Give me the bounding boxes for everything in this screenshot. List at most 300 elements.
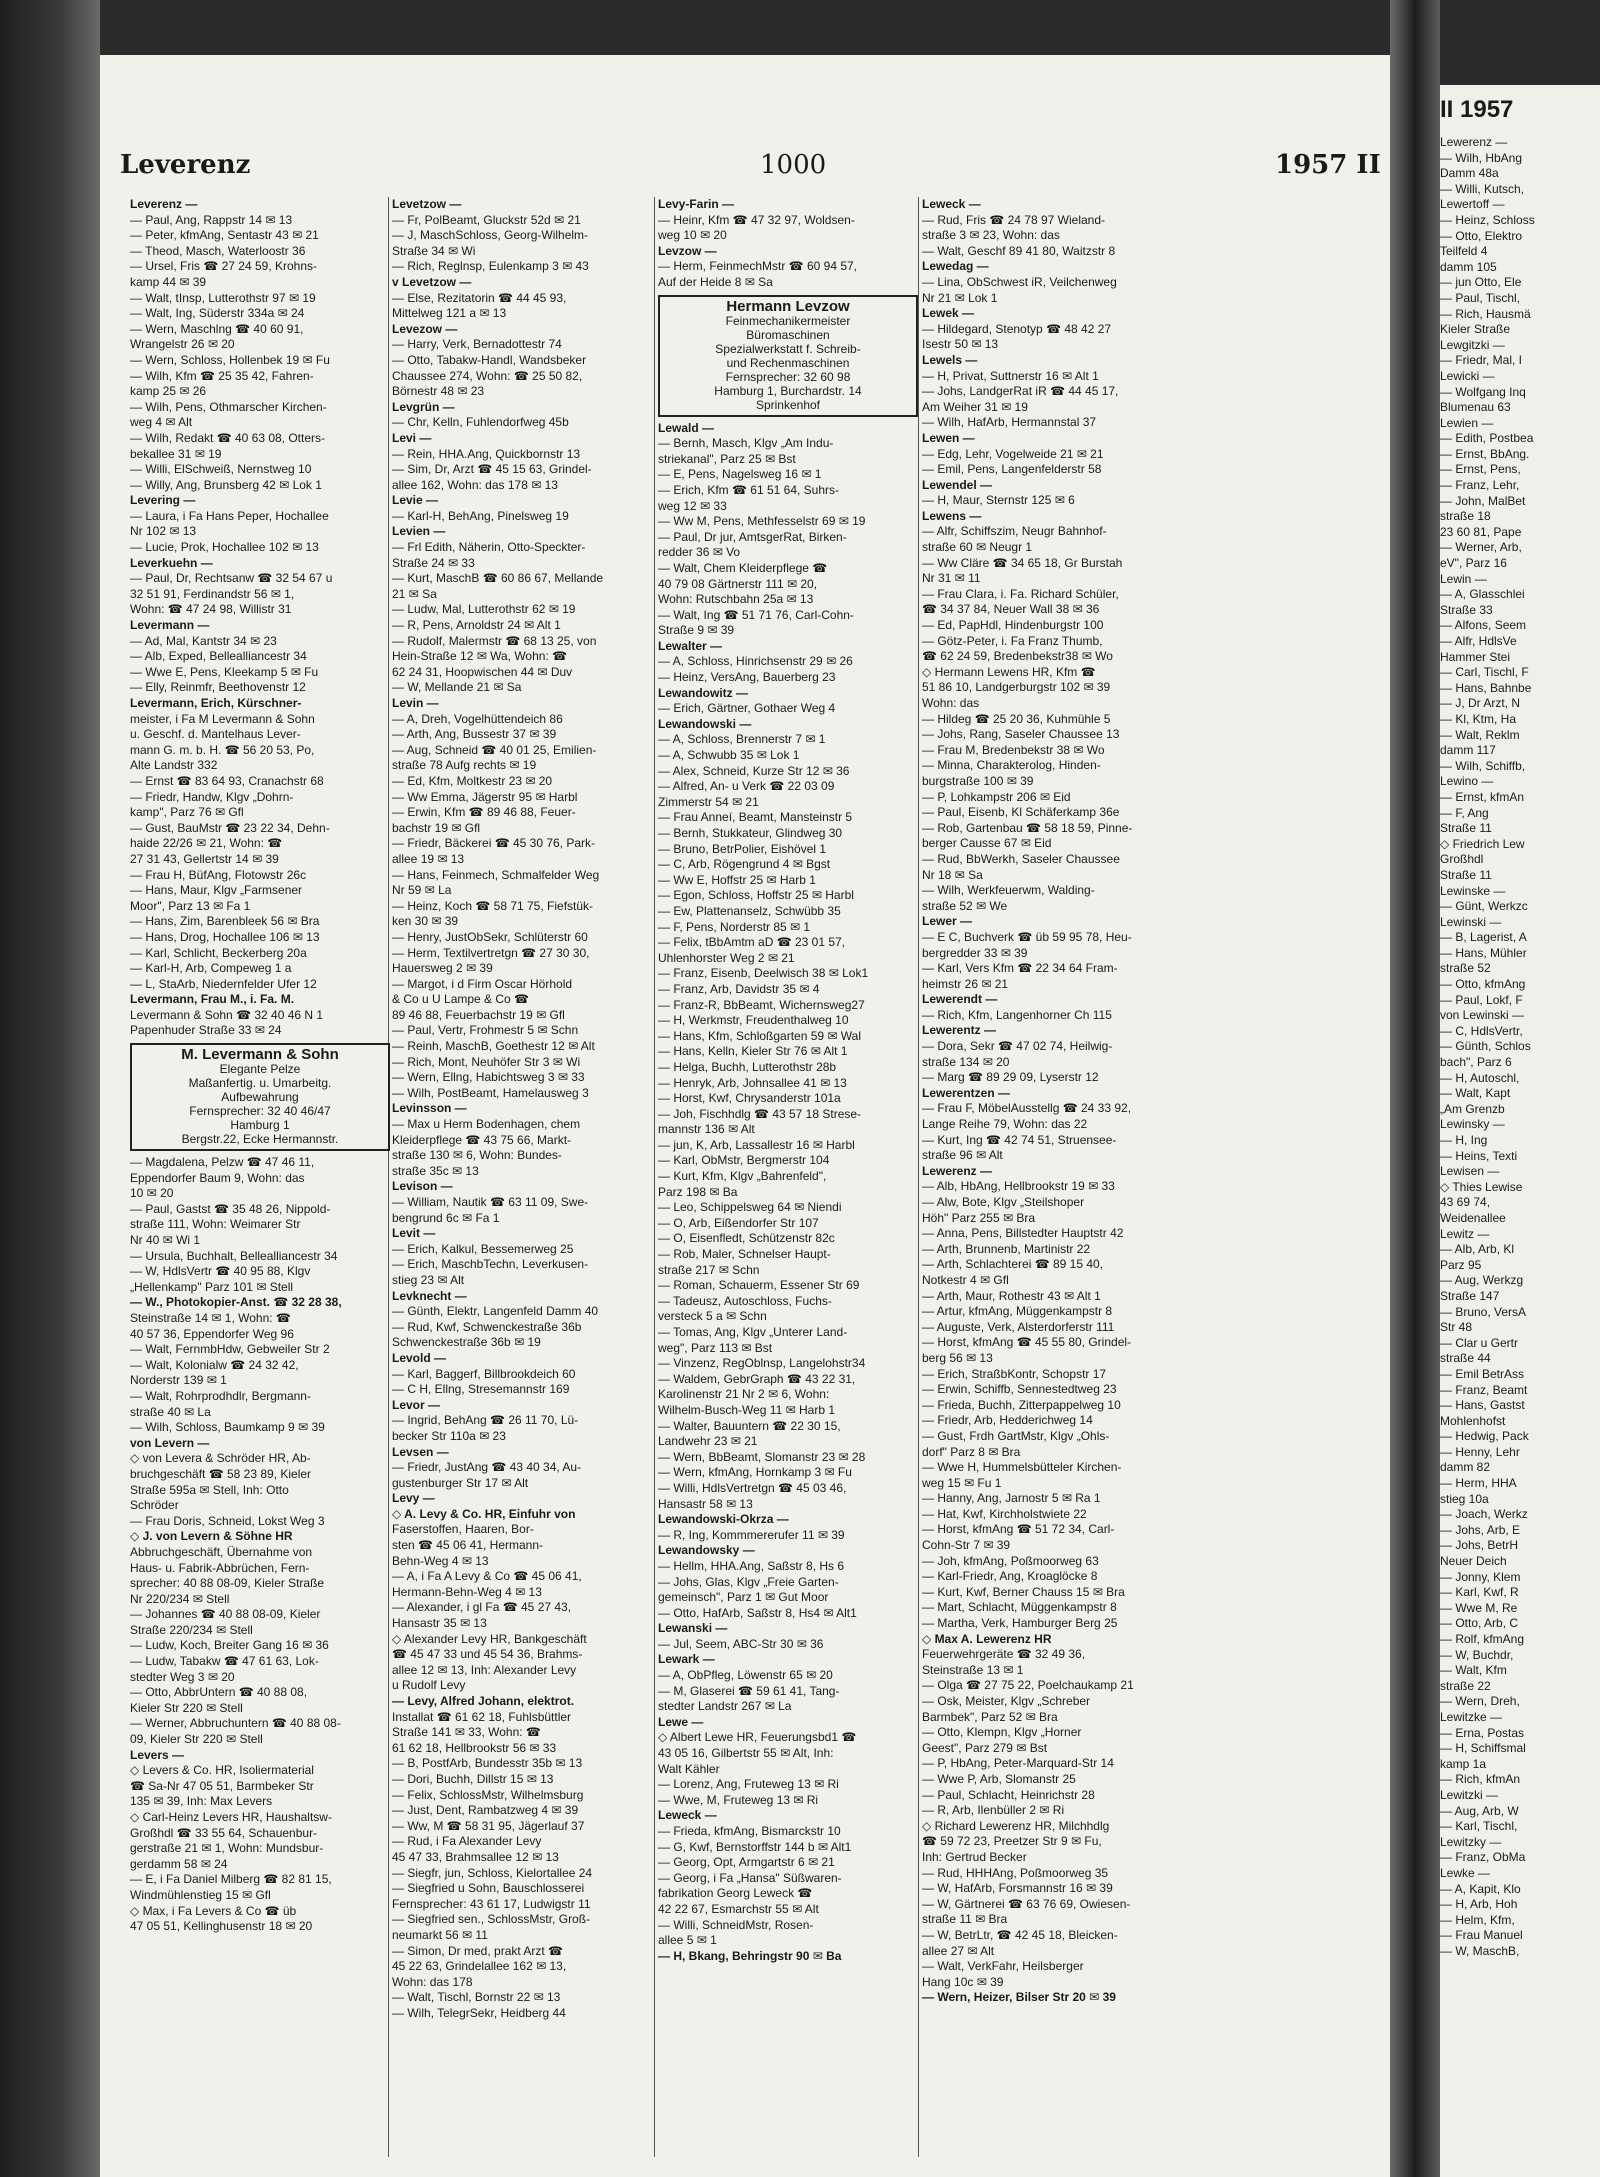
directory-entry: — jun, K, Arb, Lassallestr 16 ✉ Harbl xyxy=(658,1137,855,1152)
facing-entry: — Rich, Hausmä xyxy=(1440,306,1531,321)
directory-entry: Feuerwehrgeräte ☎ 32 49 36, xyxy=(922,1647,1086,1662)
ad-line: Hamburg 1, Burchardstr. 14 xyxy=(714,383,862,398)
directory-entry: — Hans, Feinmech, Schmalfelder Weg xyxy=(392,867,600,882)
facing-entry: — Alfons, Seem xyxy=(1440,618,1527,633)
directory-entry: allee 162, Wohn: das 178 ✉ 13 xyxy=(392,477,558,492)
directory-entry: — Ernst ☎ 83 64 93, Cranachstr 68 xyxy=(130,773,324,788)
directory-entry: Lewens — xyxy=(922,508,982,523)
directory-entry: — Alfred, An- u Verk ☎ 22 03 09 xyxy=(658,779,835,794)
directory-entry: Cohn-Str 7 ✉ 39 xyxy=(922,1538,1011,1553)
directory-entry: — Alexander, i gl Fa ☎ 45 27 43, xyxy=(392,1600,572,1615)
directory-entry: — Lina, ObSchwest iR, Veilchenweg xyxy=(922,274,1117,289)
directory-entry: — Walt, FernmbHdw, Gebweiler Str 2 xyxy=(130,1342,330,1357)
directory-entry: — Georg, Opt, Armgartstr 6 ✉ 21 xyxy=(658,1855,835,1870)
directory-entry: — Otto, AbbrUntern ☎ 40 88 08, xyxy=(130,1685,308,1700)
directory-entry: — Erich, MaschbTechn, Leverkusen- xyxy=(392,1257,589,1272)
directory-entry: — Sim, Dr, Arzt ☎ 45 15 63, Grindel- xyxy=(392,462,592,477)
directory-entry: — Friedr, Bäckerei ☎ 45 30 76, Park- xyxy=(392,836,596,851)
directory-entry: Uhlenhorster Weg 2 ✉ 21 xyxy=(658,950,795,965)
advertisement-box xyxy=(658,295,918,417)
directory-entry: — Walt, Tischl, Bornstr 22 ✉ 13 xyxy=(392,1990,561,2005)
directory-entry: ◇ A. Levy & Co. HR, Einfuhr von xyxy=(392,1506,576,1521)
directory-entry: & Co u U Lampe & Co ☎ xyxy=(392,992,530,1007)
directory-entry: — Ww E, Hoffstr 25 ✉ Harb 1 xyxy=(658,872,816,887)
facing-entry: — Otto, Elektro xyxy=(1440,228,1523,243)
directory-entry: straße 40 ✉ La xyxy=(130,1404,211,1419)
directory-entry: sprecher: 40 88 08-09, Kieler Straße xyxy=(130,1576,325,1591)
directory-entry: — Bruno, BetrPolier, Eishövel 1 xyxy=(658,841,827,856)
facing-entry: Lewisen — xyxy=(1440,1164,1500,1179)
directory-entry: — Friedr, JustAng ☎ 43 40 34, Au- xyxy=(392,1460,582,1475)
directory-entry: — Arth, Ang, Bussestr 37 ✉ 39 xyxy=(392,727,557,742)
directory-entry: — Heinz, Koch ☎ 58 71 75, Fiefstük- xyxy=(392,898,594,913)
directory-entry: burgstraße 100 ✉ 39 xyxy=(922,773,1034,788)
directory-entry: — Otto, HafArb, Saßstr 8, Hs4 ✉ Alt1 xyxy=(658,1605,857,1620)
directory-entry: — Tadeusz, Autoschloss, Fuchs- xyxy=(658,1293,832,1308)
directory-entry: Großhdl ☎ 33 55 64, Schauenbur- xyxy=(130,1825,318,1840)
directory-entry: Hauersweg 2 ✉ 39 xyxy=(392,961,493,976)
facing-entry: — H, Schiffsmal xyxy=(1440,1741,1526,1756)
directory-entry: — Erich, Kfm ☎ 61 51 64, Suhrs- xyxy=(658,482,840,497)
directory-entry: — Hans, Drog, Hochallee 106 ✉ 13 xyxy=(130,929,320,944)
facing-entry: — H, Ing xyxy=(1440,1133,1488,1147)
directory-entry: — Walt, tInsp, Lutterothstr 97 ✉ 19 xyxy=(130,290,316,305)
directory-entry: — Willi, SchneidMstr, Rosen- xyxy=(658,1917,814,1932)
directory-entry: — Rud, Fris ☎ 24 78 97 Wieland- xyxy=(922,212,1106,227)
facing-entry: Lewicki — xyxy=(1440,368,1495,383)
directory-entry: — Paul, Dr jur, AmtsgerRat, Birken- xyxy=(658,529,847,544)
facing-entry: Lewke — xyxy=(1440,1865,1491,1880)
directory-entry: weg 15 ✉ Fu 1 xyxy=(922,1475,1002,1490)
directory-entry: Lange Reihe 79, Wohn: das 22 xyxy=(922,1117,1088,1132)
directory-entry: — Karl, ObMstr, Bergmerstr 104 xyxy=(658,1153,830,1168)
directory-entry: — Wilh, TelegrSekr, Heidberg 44 xyxy=(392,2005,566,2020)
directory-entry: Lewendel — xyxy=(922,477,993,492)
directory-entry: — Wern, Heizer, Bilser Str 20 ✉ 39 xyxy=(922,1990,1116,2005)
directory-entry: Levor — xyxy=(392,1397,441,1412)
directory-entry: — Hanny, Ang, Jarnostr 5 ✉ Ra 1 xyxy=(922,1491,1101,1506)
facing-page-header: II 1957 xyxy=(1440,96,1514,123)
directory-entry: Lewald — xyxy=(658,420,715,435)
directory-entry: Moor", Parz 13 ✉ Fa 1 xyxy=(130,898,251,913)
ad-line: Büromaschinen xyxy=(746,327,830,342)
directory-entry: 42 22 67, Esmarchstr 55 ✉ Alt xyxy=(658,1901,819,1916)
facing-entry: — Erna, Postas xyxy=(1440,1725,1525,1740)
directory-entry: — Marg ☎ 89 29 09, Lyserstr 12 xyxy=(922,1070,1099,1085)
directory-entry: Eppendorfer Baum 9, Wohn: das xyxy=(130,1170,305,1185)
directory-entry: — Aug, Schneid ☎ 40 01 25, Emilien- xyxy=(392,742,597,757)
directory-entry: — Erwin, Schiffb, Sennestedtweg 23 xyxy=(922,1382,1117,1397)
directory-entry: straße 35c ✉ 13 xyxy=(392,1163,479,1178)
facing-entry: — Johs, Arb, E xyxy=(1440,1522,1521,1537)
directory-entry: — Anna, Pens, Billstedter Hauptstr 42 xyxy=(922,1226,1124,1241)
directory-entry: — Wern, Ellng, Habichtsweg 3 ✉ 33 xyxy=(392,1070,585,1085)
directory-entry: u Rudolf Levy xyxy=(392,1678,466,1693)
directory-entry: — Wwe E, Pens, Kleekamp 5 ✉ Fu xyxy=(130,664,319,679)
facing-entry: — Walt, Reklm xyxy=(1440,727,1520,742)
facing-entry: — Günth, Schlos xyxy=(1440,1039,1531,1054)
directory-entry: Hansastr 58 ✉ 13 xyxy=(658,1496,753,1511)
directory-entry: gerdamm 58 ✉ 24 xyxy=(130,1856,228,1871)
directory-entry: — M, Glaserei ☎ 59 61 41, Tang- xyxy=(658,1683,840,1698)
facing-entry: Str 48 xyxy=(1440,1320,1473,1335)
directory-entry: — O, Arb, Eißendorfer Str 107 xyxy=(658,1215,819,1230)
directory-entry: v Levetzow — xyxy=(392,274,472,289)
directory-entry: — Rud, i Fa Alexander Levy xyxy=(392,1834,542,1849)
directory-entry: ☎ 45 47 33 und 45 54 36, Brahms- xyxy=(392,1647,583,1662)
directory-entry: — Franz, Eisenb, Deelwisch 38 ✉ Lok1 xyxy=(658,966,869,981)
facing-entry: — Franz, Beamt xyxy=(1440,1382,1528,1397)
directory-entry: Levie — xyxy=(392,493,439,508)
directory-entry: allee 5 ✉ 1 xyxy=(658,1933,717,1948)
facing-entry: — Hans, Bahnbe xyxy=(1440,680,1532,695)
facing-entry: — Wolfgang Inq xyxy=(1440,384,1526,399)
directory-entry: — Johs, Glas, Klgv „Freie Garten- xyxy=(658,1574,839,1589)
facing-entry: — Bruno, VersA xyxy=(1440,1304,1527,1319)
directory-entry: — Georg, i Fa „Hansa" Süßwaren- xyxy=(658,1870,842,1885)
directory-entry: bachstr 19 ✉ Gfl xyxy=(392,820,481,835)
directory-entry: Fernsprecher: 43 61 17, Ludwigstr 11 xyxy=(392,1896,591,1911)
directory-entry: bergredder 33 ✉ 39 xyxy=(922,945,1028,960)
facing-entry: Mohlenhofst xyxy=(1440,1413,1506,1428)
directory-entry: Levy — xyxy=(392,1491,435,1506)
directory-entry: kamp", Parz 76 ✉ Gfl xyxy=(130,805,244,820)
directory-entry: Lewerenz — xyxy=(922,1163,993,1178)
facing-entry: Teilfeld 4 xyxy=(1440,244,1488,259)
directory-entry: Barmbek", Parz 52 ✉ Bra xyxy=(922,1709,1058,1724)
directory-entry: 09, Kieler Str 220 ✉ Stell xyxy=(130,1732,263,1747)
directory-entry: Notkestr 4 ✉ Gfl xyxy=(922,1272,1009,1287)
directory-entry: — Rich, Kfm, Langenhorner Ch 115 xyxy=(922,1007,1112,1022)
directory-entry: stedter Landstr 267 ✉ La xyxy=(658,1699,792,1714)
directory-entry: — Wern, BbBeamt, Slomanstr 23 ✉ 28 xyxy=(658,1449,866,1464)
directory-entry: — Johs, Rang, Saseler Chaussee 13 xyxy=(922,727,1120,742)
directory-entry: — Ludw, Mal, Lutterothstr 62 ✉ 19 xyxy=(392,602,576,617)
facing-entry: Lewitzke — xyxy=(1440,1709,1503,1724)
directory-entry: — Hans, Kelln, Kieler Str 76 ✉ Alt 1 xyxy=(658,1044,848,1059)
directory-entry: — Elly, Reinmfr, Beethovenstr 12 xyxy=(130,680,306,695)
directory-entry: straße 96 ✉ Alt xyxy=(922,1148,1003,1163)
column-rule xyxy=(654,197,655,2157)
directory-entry: — Karl-H, Arb, Compeweg 1 a xyxy=(130,961,292,976)
directory-entry: — F, Pens, Norderstr 85 ✉ 1 xyxy=(658,919,811,934)
directory-entry: berger Causse 67 ✉ Eid xyxy=(922,836,1052,851)
directory-entry: — Magdalena, Pelzw ☎ 47 46 11, xyxy=(130,1155,315,1170)
directory-entry: — Walt, Kolonialw ☎ 24 32 42, xyxy=(130,1357,299,1372)
directory-entry: — W, Mellande 21 ✉ Sa xyxy=(392,680,522,695)
facing-entry: — Wilh, HbAng xyxy=(1440,150,1523,165)
facing-entry: — Aug, Werkzg xyxy=(1440,1273,1524,1288)
directory-entry: — W, HdlsVertr ☎ 40 95 88, Klgv xyxy=(130,1264,311,1279)
directory-entry: — E, Pens, Nagelsweg 16 ✉ 1 xyxy=(658,467,822,482)
directory-entry: Leverenz — xyxy=(130,197,198,211)
directory-entry: Straße 24 ✉ 33 xyxy=(392,555,475,570)
directory-entry: — Rich, Mont, Neuhöfer Str 3 ✉ Wi xyxy=(392,1054,581,1069)
directory-entry: Kieler Str 220 ✉ Stell xyxy=(130,1700,243,1715)
facing-entry: — Henny, Lehr xyxy=(1440,1444,1520,1459)
directory-entry: — Rob, Gartenbau ☎ 58 18 59, Pinne- xyxy=(922,820,1133,835)
directory-entry: Hang 10c ✉ 39 xyxy=(922,1974,1004,1989)
directory-entry: gustenburger Str 17 ✉ Alt xyxy=(392,1475,529,1490)
directory-entry: Inh: Gertrud Becker xyxy=(922,1849,1027,1864)
directory-entry: — Johannes ☎ 40 88 08-09, Kieler xyxy=(130,1607,321,1622)
directory-entry: — Ad, Mal, Kantstr 34 ✉ 23 xyxy=(130,633,277,648)
facing-entry: — Wwe M, Re xyxy=(1440,1600,1518,1615)
directory-entry: — Willi, HdlsVertretgn ☎ 45 03 46, xyxy=(658,1480,847,1495)
directory-entry: Straße 141 ✉ 33, Wohn: ☎ xyxy=(392,1725,541,1740)
directory-entry: — Laura, i Fa Hans Peper, Hochallee xyxy=(130,508,329,523)
directory-entry: ☎ Sa-Nr 47 05 51, Barmbeker Str xyxy=(130,1778,314,1793)
directory-entry: — Wwe, M, Fruteweg 13 ✉ Ri xyxy=(658,1792,819,1807)
directory-entry: Wrangelstr 26 ✉ 20 xyxy=(130,337,235,352)
directory-entry: — Erich, StraßbKontr, Schopstr 17 xyxy=(922,1366,1107,1381)
ad-line: Hermann Levzow xyxy=(726,297,850,315)
facing-entry: — W, Buchdr, xyxy=(1440,1647,1514,1662)
facing-entry: — F, Ang xyxy=(1440,805,1489,820)
directory-entry: — Mart, Schlacht, Müggenkampstr 8 xyxy=(922,1600,1117,1615)
directory-entry: — B, PostfArb, Bundesstr 35b ✉ 13 xyxy=(392,1756,583,1771)
directory-entry: heimstr 26 ✉ 21 xyxy=(922,976,1009,991)
directory-entry: Haus- u. Fabrik-Abbrüchen, Fern- xyxy=(130,1560,310,1575)
directory-entry: ◇ Levers & Co. HR, Isoliermaterial xyxy=(130,1763,314,1778)
directory-entry: Papenhuder Straße 33 ✉ 24 xyxy=(130,1023,282,1038)
directory-entry: Levermann, Erich, Kürschner- xyxy=(130,696,302,710)
directory-entry: — Frau M, Bredenbekstr 38 ✉ Wo xyxy=(922,742,1105,757)
directory-entry: — Frl Edith, Näherin, Otto-Speckter- xyxy=(392,540,586,555)
directory-entry: — Just, Dent, Rambatzweg 4 ✉ 39 xyxy=(392,1803,579,1818)
directory-entry: — Arth, Schlachterei ☎ 89 15 40, xyxy=(922,1257,1104,1272)
directory-entry: — A, Schloss, Brennerstr 7 ✉ 1 xyxy=(658,732,826,747)
directory-entry: — Walt, Rohrprodhdlr, Bergmann- xyxy=(130,1388,311,1403)
directory-entry: Lewek — xyxy=(922,306,975,321)
directory-entry: — Helga, Buchh, Lutterothstr 28b xyxy=(658,1059,837,1074)
directory-entry: — Wilh, Werkfeuerwm, Walding- xyxy=(922,883,1095,898)
directory-entry: Levison — xyxy=(392,1179,453,1194)
directory-entry: Levy-Farin — xyxy=(658,197,735,211)
ad-line: Feinmechanikermeister xyxy=(725,313,851,328)
facing-entry: — Werner, Arb, xyxy=(1440,540,1522,555)
directory-entry: Levzow — xyxy=(658,243,717,258)
directory-entry: Levit — xyxy=(392,1226,436,1241)
facing-entry: straße 18 xyxy=(1440,509,1491,524)
directory-entry: straße 130 ✉ 6, Wohn: Bundes- xyxy=(392,1148,562,1163)
directory-entry: — A, Dreh, Vogelhüttendeich 86 xyxy=(392,711,563,726)
directory-entry: — Wilh, Schloss, Baumkamp 9 ✉ 39 xyxy=(130,1420,325,1435)
directory-entry: — Harry, Verk, Bernadottestr 74 xyxy=(392,337,562,352)
directory-entry: Levknecht — xyxy=(392,1288,467,1303)
directory-entry: — Ursula, Buchhalt, Belleallianсestr 34 xyxy=(130,1248,338,1263)
directory-entry: Am Weiher 31 ✉ 19 xyxy=(922,399,1028,414)
directory-entry: — E C, Buchverk ☎ üb 59 95 78, Heu- xyxy=(922,929,1132,944)
directory-entry: mannstr 136 ✉ Alt xyxy=(658,1122,755,1137)
ad-line: Maßanfertig. u. Umarbeitg. xyxy=(188,1076,332,1091)
directory-entry: — Heinr, Kfm ☎ 47 32 97, Woldsen- xyxy=(658,212,855,227)
column-3 xyxy=(658,197,918,2157)
directory-entry: — Friedr, Handw, Klgv „Dohrn- xyxy=(130,789,294,804)
directory-entry: Lewer — xyxy=(922,914,973,929)
directory-entry: — Lucie, Prok, Hochallee 102 ✉ 13 xyxy=(130,540,319,555)
facing-entry: von Lewinski — xyxy=(1440,1008,1525,1023)
directory-entry: — C, Arb, Rögengrund 4 ✉ Bgst xyxy=(658,857,831,872)
directory-entry: — Theod, Masch, Waterloostr 36 xyxy=(130,243,306,258)
directory-entry: Lewels — xyxy=(922,352,978,367)
directory-entry: — Wilh, HafArb, Hermannstal 37 xyxy=(922,415,1097,430)
directory-entry: straße 111, Wohn: Weimarer Str xyxy=(130,1217,301,1232)
directory-entry: Landwehr 23 ✉ 21 xyxy=(658,1434,758,1449)
ad-line: Fernsprecher: 32 60 98 xyxy=(725,369,851,384)
directory-entry: Wohn: das xyxy=(922,696,980,710)
facing-entry: Lewertoff — xyxy=(1440,197,1505,212)
directory-entry: — Frieda, Buchh, Zitterpappelweg 10 xyxy=(922,1397,1121,1412)
directory-entry: Isestr 50 ✉ 13 xyxy=(922,337,999,352)
directory-entry: Lewark — xyxy=(658,1652,715,1667)
directory-entry: weg 12 ✉ 33 xyxy=(658,498,727,513)
directory-entry: — L, StaArb, Niedernfelder Ufer 12 xyxy=(130,976,317,991)
facing-entry: — jun Otto, Ele xyxy=(1440,275,1522,290)
directory-entry: Lewe — xyxy=(658,1714,704,1729)
facing-entry: — Frau Manuel xyxy=(1440,1928,1523,1943)
directory-entry: Mittelweg 121 a ✉ 13 xyxy=(392,306,507,321)
directory-entry: — A, Schloss, Hinrichsenstr 29 ✉ 26 xyxy=(658,654,853,669)
directory-entry: — Kurt, MaschB ☎ 60 86 67, Mellande xyxy=(392,571,604,586)
directory-entry: bruchgeschäft ☎ 58 23 89, Kieler xyxy=(130,1466,312,1481)
facing-entry: — Günt, Werkzc xyxy=(1440,899,1528,914)
directory-entry: — O, Eisenfledt, Schützenstr 82c xyxy=(658,1231,835,1246)
directory-entry: Windmühlenstieg 15 ✉ Gfl xyxy=(130,1887,271,1902)
facing-entry: kamp 1a xyxy=(1440,1756,1487,1771)
directory-entry: — Kurt, Kfm, Klgv „Bahrenfeld", xyxy=(658,1169,827,1184)
directory-entry: Levermann & Sohn ☎ 32 40 46 N 1 xyxy=(130,1007,324,1022)
directory-entry: — Rud, BbWerkh, Saseler Chaussee xyxy=(922,851,1120,866)
directory-entry: straße 78 Aufg rechts ✉ 19 xyxy=(392,758,537,773)
directory-entry: — Horst, kfmAng ☎ 51 72 34, Carl- xyxy=(922,1522,1115,1537)
directory-entry: — Bernh, Stukkateur, Glindweg 30 xyxy=(658,826,843,840)
directory-entry: — R, Arb, Ilenbüller 2 ✉ Ri xyxy=(922,1803,1065,1818)
facing-entry: straße 44 xyxy=(1440,1351,1491,1366)
directory-entry: — Ww Emma, Jägerstr 95 ✉ Harbl xyxy=(392,789,578,804)
facing-entry: — Rolf, kfmAng xyxy=(1440,1632,1525,1646)
facing-entry: — Wern, Dreh, xyxy=(1440,1694,1520,1709)
ad-line: und Rechenmaschinen xyxy=(726,355,850,370)
directory-entry: Walt Kähler xyxy=(658,1761,720,1776)
directory-entry: Alte Landstr 332 xyxy=(130,758,218,773)
directory-entry: Nr 102 ✉ 13 xyxy=(130,524,197,539)
directory-entry: 40 57 36, Eppendorfer Weg 96 xyxy=(130,1326,294,1341)
facing-entry: Hammer Stei xyxy=(1440,649,1511,664)
facing-entry: — A, Glasschlei xyxy=(1440,587,1525,602)
directory-entry: Wohn: das 178 xyxy=(392,1974,473,1989)
directory-entry: — Willy, Ang, Brunsberg 42 ✉ Lok 1 xyxy=(130,477,322,492)
directory-entry: — H, Werkmstr, Freudenthalweg 10 xyxy=(658,1013,849,1028)
directory-entry: — Frau Anneí, Beamt, Mansteinstr 5 xyxy=(658,810,853,825)
directory-entry: 43 05 16, Gilbertstr 55 ✉ Alt, Inh: xyxy=(658,1746,834,1761)
facing-entry: — A, Kapit, Klo xyxy=(1440,1881,1521,1896)
directory-entry: — Frau F, MöbelAusstellg ☎ 24 33 92, xyxy=(922,1101,1132,1116)
directory-entry: Leweck — xyxy=(658,1808,717,1823)
directory-entry: gerstraße 21 ✉ 1, Wohn: Mundsbur- xyxy=(130,1841,324,1856)
facing-entry: Straße 11 xyxy=(1440,821,1492,836)
directory-entry: — Olga ☎ 27 75 22, Poelchaukamp 21 xyxy=(922,1678,1134,1693)
directory-entry: — Hat, Kwf, Kirchholstwiete 22 xyxy=(922,1506,1087,1521)
directory-entry: — Emil, Pens, Langenfelderstr 58 xyxy=(922,462,1102,477)
directory-entry: Parz 198 ✉ Ba xyxy=(658,1184,738,1199)
directory-entry: „Hellenkamp" Parz 101 ✉ Stell xyxy=(130,1279,294,1294)
directory-entry: — Karl-Friedr, Ang, Kroaglöcke 8 xyxy=(922,1569,1098,1584)
directory-entry: dorf" Parz 8 ✉ Bra xyxy=(922,1444,1021,1459)
directory-entry: — J, MaschSchloss, Georg-Wilhelm- xyxy=(392,228,589,243)
directory-entry: — Günth, Elektr, Langenfeld Damm 40 xyxy=(392,1304,599,1319)
facing-entry: bach", Parz 6 xyxy=(1440,1055,1512,1070)
directory-entry: straße 217 ✉ Schn xyxy=(658,1262,760,1277)
directory-entry: Chaussee 274, Wohn: ☎ 25 50 82, xyxy=(392,368,583,383)
directory-entry: 21 ✉ Sa xyxy=(392,586,437,601)
facing-entry: eV", Parz 16 xyxy=(1440,556,1507,571)
directory-entry: — Karl, Schlicht, Beckerberg 20a xyxy=(130,945,307,960)
directory-entry: Straße 34 ✉ Wi xyxy=(392,243,476,258)
directory-entry: Zimmerstr 54 ✉ 21 xyxy=(658,794,759,809)
directory-entry: haide 22/26 ✉ 21, Wohn: ☎ xyxy=(130,836,283,851)
directory-entry: 40 79 08 Gärtnerstr 111 ✉ 20, xyxy=(658,576,818,591)
directory-entry: — Martha, Verk, Hamburger Berg 25 xyxy=(922,1616,1118,1631)
directory-entry: — Heinz, VersAng, Bauerberg 23 xyxy=(658,670,836,685)
facing-entry: — Johs, BetrH xyxy=(1440,1538,1519,1553)
directory-entry: — Wern, Schloss, Hollenbek 19 ✉ Fu xyxy=(130,352,330,367)
facing-entry: — W, MaschB, xyxy=(1440,1943,1520,1958)
facing-entry: 23 60 81, Pape xyxy=(1440,524,1522,539)
directory-entry: — Dori, Buchh, Dillstr 15 ✉ 13 xyxy=(392,1771,554,1786)
directory-entry: Hermann-Behn-Weg 4 ✉ 13 xyxy=(392,1584,542,1599)
directory-entry: — Walt, Chem Kleiderpflege ☎ xyxy=(658,560,828,575)
directory-entry: — Franz-R, BbBeamt, Wichernsweg27 xyxy=(658,997,865,1012)
directory-entry: — Hildegard, Stenotyp ☎ 48 42 27 xyxy=(922,321,1112,336)
directory-entry: — W, Gärtnerei ☎ 63 76 69, Owiesen- xyxy=(922,1896,1131,1911)
directory-entry: weg 4 ✉ Alt xyxy=(130,415,193,430)
directory-entry: — Vinzenz, RegOblnsp, Langelohstr34 xyxy=(658,1356,866,1371)
directory-entry: Lewandowsky — xyxy=(658,1543,755,1558)
directory-entry: Levi — xyxy=(392,430,432,445)
directory-entry: — Minna, Charakterolog, Hinden- xyxy=(922,758,1101,773)
directory-entry: Abbruchgeschäft, Übernahme von xyxy=(130,1544,313,1559)
directory-entry: — Wilh, Kfm ☎ 25 35 42, Fahren- xyxy=(130,368,314,383)
directory-entry: — Ludw, Koch, Breiter Gang 16 ✉ 36 xyxy=(130,1638,329,1653)
directory-entry: 47 05 51, Kellinghusenstr 18 ✉ 20 xyxy=(130,1919,313,1934)
directory-entry: — Willi, ElSchweiß, Nernstweg 10 xyxy=(130,462,312,477)
facing-entry: straße 52 xyxy=(1440,961,1491,976)
ad-line: Bergstr.22, Ecke Hermannstr. xyxy=(181,1132,339,1147)
directory-entry: — Joh, kfmAng, Poßmoorweg 63 xyxy=(922,1553,1099,1568)
directory-entry: — Felix, SchlossMstr, Wilhelmsburg xyxy=(392,1787,584,1802)
facing-entry: Lewien — xyxy=(1440,415,1494,430)
directory-entry: — Walt, VerkFahr, Heilsberger xyxy=(922,1959,1084,1974)
directory-entry: Lewedag — xyxy=(922,259,989,274)
column-4 xyxy=(922,197,1182,2157)
facing-entry: — Friedr, Mal, I xyxy=(1440,353,1523,368)
directory-entry: — Wilh, Redakt ☎ 40 63 08, Otters- xyxy=(130,430,326,445)
directory-entry: — Frau Clara, i. Fa. Richard Schüler, xyxy=(922,586,1119,601)
directory-entry: Nr 59 ✉ La xyxy=(392,883,452,898)
directory-entry: — Karl, Baggerf, Billbrookdeich 60 xyxy=(392,1366,576,1381)
directory-entry: — Alfr, Schiffszim, Neugr Bahnhof- xyxy=(922,524,1107,539)
directory-entry: Wilhelm-Busch-Weg 11 ✉ Harb 1 xyxy=(658,1402,835,1417)
advertisement-box xyxy=(130,1043,390,1151)
directory-entry: Geest", Parz 279 ✉ Bst xyxy=(922,1740,1048,1755)
directory-entry: — Werner, Abbruchuntern ☎ 40 88 08- xyxy=(130,1716,341,1731)
directory-entry: — C H, Ellng, Stresemannstr 169 xyxy=(392,1382,570,1397)
directory-entry: becker Str 110a ✉ 23 xyxy=(392,1428,506,1443)
facing-entry: — H, Arb, Hoh xyxy=(1440,1897,1518,1912)
facing-entry: — C, HdlsVertr, xyxy=(1440,1023,1523,1038)
facing-entry: Damm 48a xyxy=(1440,166,1499,181)
